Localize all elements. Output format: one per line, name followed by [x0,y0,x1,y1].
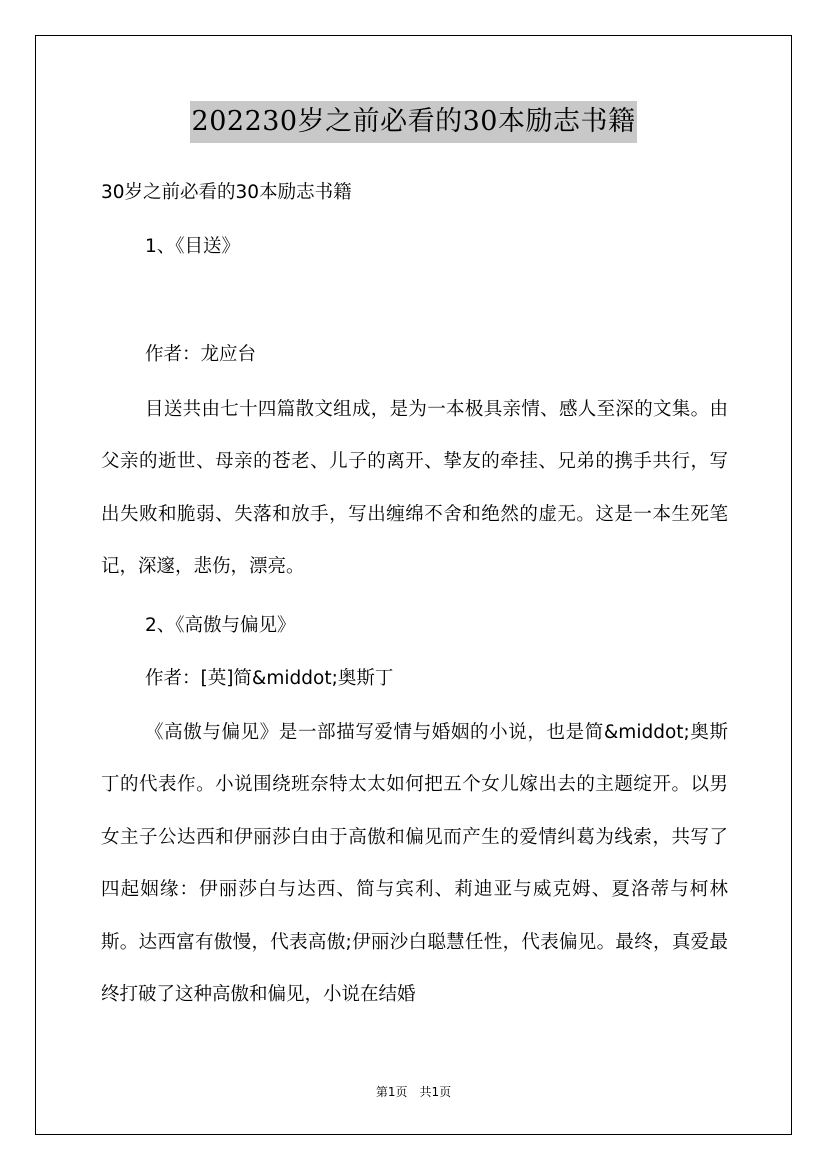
section-1-author: 作者：龙应台 [145,344,257,365]
title-container [0,101,827,143]
section-2-description: 《高傲与偏见》是一部描写爱情与婚姻的小说，也是简&middot;奥斯丁的代表作。小说围绕班奈特太太如何把五个女儿嫁出去的主题绽开。以男女主子公达西和伊丽莎白由于高傲和偏见而产生的爱情纠葛为线索，共写了四起姻缘：伊丽莎白与达西、简与宾利、莉迪亚与威克姆、夏洛蒂与柯林斯。达西富有傲慢，代表高傲;伊丽沙白聪慧任性，代表偏见。最终，真爱最终打破了这种高傲和偏见，小说在结婚 [101,722,728,1006]
section-2-heading: 2、《高傲与偏见》 [145,615,296,636]
section-2-author: 作者：[英]简&middot;奥斯丁 [145,668,394,689]
document-subtitle: 30岁之前必看的30本励志书籍 [101,182,352,203]
page-number: 第1页 共1页 [375,1085,452,1099]
section-1-heading: 1、《目送》 [145,236,241,257]
section-1-description: 目送共由七十四篇散文组成，是为一本极具亲情、感人至深的文集。由父亲的逝世、母亲的苍老、儿子的离开、挚友的牵挂、兄弟的携手共行，写出失败和脆弱、失落和放手，写出缠绵不舍和绝然的虚无。这是一本生死笔记，深邃，悲伤，漂亮。 [101,399,728,578]
document-title: 202230岁之前必看的30本励志书籍 [190,101,638,143]
